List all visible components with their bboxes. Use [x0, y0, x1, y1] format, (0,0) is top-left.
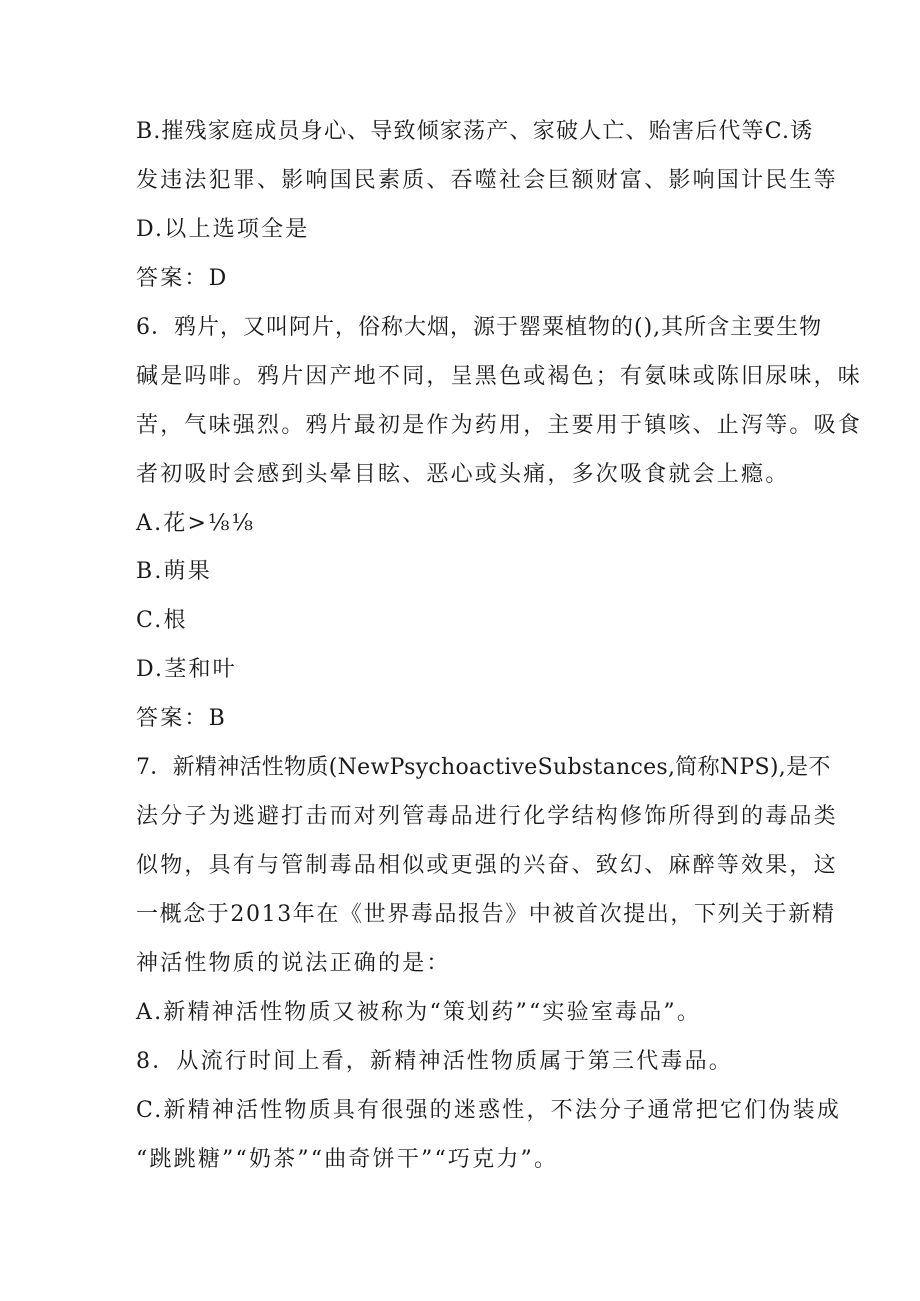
- question-7-line: 7．新精神活性物质(NewPsychoactiveSubstances,简称NPS),是不: [136, 755, 831, 780]
- option-a: A.新精神活性物质又被称为“策划药”“实验室毒品”。: [136, 1000, 702, 1025]
- option-d: D.茎和叶: [136, 657, 237, 682]
- text-line: 发违法犯罪、影响国民素质、吞噬社会巨额财富、影响国计民生等: [136, 168, 838, 193]
- option-a: A.花>⅛⅛: [136, 511, 256, 536]
- text-line: 似物，具有与管制毒品相似或更强的兴奋、致幻、麻醉等效果，这: [136, 853, 838, 878]
- text-line: 神活性物质的说法正确的是：: [136, 951, 451, 976]
- question-8-line: 8．从流行时间上看，新精神活性物质属于第三代毒品。: [136, 1049, 733, 1074]
- option-c: C.新精神活性物质具有很强的迷惑性，不法分子通常把它们伪装成: [136, 1098, 842, 1123]
- option-b: B.萌果: [136, 559, 212, 584]
- option-c: C.根: [136, 608, 188, 633]
- text-line: 一概念于2013年在《世界毒品报告》中被首次提出，下列关于新精: [136, 902, 836, 927]
- text-line: 苦，气味强烈。鸦片最初是作为药用，主要用于镇咳、止泻等。吸食: [136, 413, 863, 438]
- text-line: 者初吸时会感到头晕目眩、恶心或头痛，多次吸食就会上瘾。: [136, 462, 790, 487]
- text-line: “跳跳糖”“奶茶”“曲奇饼干”“巧克力”。: [136, 1147, 559, 1172]
- text-line: 碱是吗啡。鸦片因产地不同，呈黑色或褐色；有氨味或陈旧尿味，味: [136, 364, 863, 389]
- text-line: B.摧残家庭成员身心、导致倾家荡产、家破人亡、贻害后代等C.诱: [136, 119, 814, 144]
- question-6-line: 6．鸦片，又叫阿片，俗称大烟，源于罂粟植物的(),其所含主要生物: [136, 315, 823, 340]
- answer-line: 答案：B: [136, 706, 227, 731]
- text-line: 法分子为逃避打击而对列管毒品进行化学结构修饰所得到的毒品类: [136, 804, 838, 829]
- text-line: D.以上选项全是: [136, 217, 310, 242]
- answer-line: 答案：D: [136, 266, 229, 291]
